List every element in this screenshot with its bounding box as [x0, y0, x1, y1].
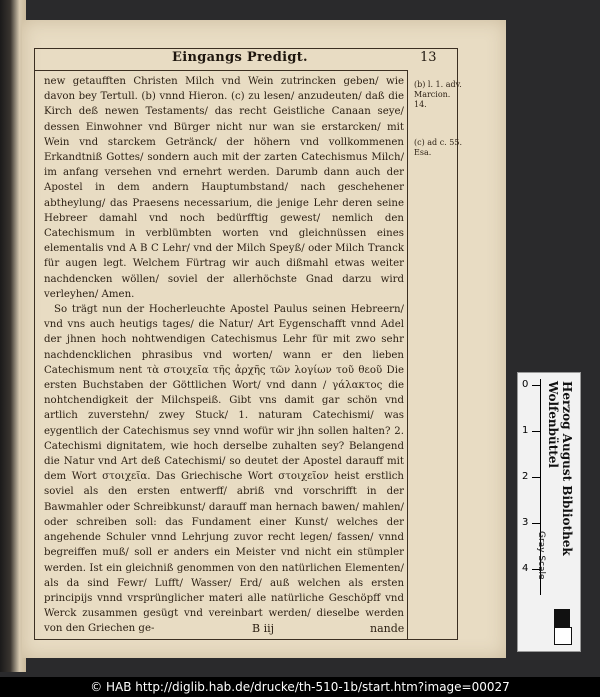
ruler-tick	[532, 477, 540, 478]
margin-note: (b) l. 1. adv. Marcion. 14.	[414, 80, 462, 109]
ruler-number: 2	[522, 471, 529, 482]
book-page	[22, 20, 506, 658]
ruler-number: 0	[522, 379, 529, 390]
margin-column-rule	[407, 70, 408, 640]
ruler-tick	[532, 523, 540, 524]
running-head: Eingangs Predigt.	[172, 50, 308, 65]
gray-swatch-white	[554, 627, 572, 645]
page-number: 13	[420, 50, 437, 65]
institution-label: Herzog August Bibliothek Wolfenbüttel	[546, 381, 574, 556]
ruler-number: 4	[522, 563, 529, 574]
ruler-number: 1	[522, 425, 529, 436]
header-rule	[34, 70, 408, 71]
signature-mark: B iij	[252, 622, 275, 635]
gray-scale-label: Gray Scale	[536, 531, 546, 580]
ruler-tick	[532, 385, 540, 386]
margin-note: (c) ad c. 55. Esa.	[414, 138, 462, 157]
body-text	[44, 74, 404, 637]
paragraph-2: So trägt nun der Hocherleuchte Apostel Paulus seinen Hebreern/ vnd vns auch heutigs tages/ die Natur/ Art Eygenschafft vnnd Adel der jhnen hoch nohtwendigen Catechismus Lehr für mit zwo sehr nachdencklichen phrasibus vnd worten/ wann er den lieben Catechismum nent τὰ στοιχεῖα τῆς ἀρχῆς τῶν λογίων τοῦ θεοῦ Die ersten Buchstaben der Göttlichen Wort/ vnd dann / γάλακτος die nohtchendigkeit der Milchspeiß. Gibt vns damit gar schön vnd artlich zuverstehn/ zwey Stuck/ 1. naturam Catechismi/ was eygentlich der Catechismus sey vnnd wofür wir jhn sollen halten? 2. Catechismi dignitatem, wie hoch derselbe zuhalten sey? Belangend die Natur vnd Art deß Catechismi/ so deutet der Apostel darauff mit dem Wort στοιχεῖα. Das Griechische Wort στοιχεῖον heist erstlich soviel als den ersten entwerff/ abriß vnd vorschrifft in der Bawmahler oder Schreibkunst/ darauff man hernach bawen/ mahlen/ oder schreiben soll: das Fundament einer Kunst/ welches der angehende Schuler vnnd Lehrjung zuvor recht legen/ fassen/ vnnd begreiffen muß/ soll er anders ein Meister vnd nicht ein stümpler werden. Ist ein gleichniß genommen von den natürlichen Elementen/ als da sind Fewr/ Lufft/ Wasser/ Erd/ auß welchen als ersten principijs vnnd vrsprünglicher materi alle natürliche Geschöpff vnd Werck zusammen gesügt vnd vereinbart werden/ dieselbe werden von den Griechen ge-	[44, 304, 404, 635]
gray-swatch-black	[554, 609, 570, 627]
ruler-tick	[532, 431, 540, 432]
ruler-number: 3	[522, 517, 529, 528]
paragraph-1: new getaufften Christen Milch vnd Wein zutrincken geben/ wie davon bey Tertull. (b) vnnd Hieron. (c) zu lesen/ anzudeuten/ daß die Kirch deß newen Testaments/ das recht Geistliche Canaan seye/ dessen Einwohner vnd Bürger nicht nur wan sie erstarcken/ mit Wein vnd starckem Getränck/ der höhern vnd vollkommenen Erkandtniß Gottes/ sondern auch mit der zarten Catechismus Milch/ im anfang versehen vnd ernehrt werden. Darumb dann auch der Apostel in dem andern Hauptumbstand/ nach geschehener abtheylung/ das Praesens necessarium, die jenige Lehr deren seine Hebreer damahl vnd noch bedürfftig gewest/ nemlich den Catechismum in verblümbten worten vnd gleichnüssen eines elementalis vnd A B C Lehr/ vnd der Milch Speyß/ oder Milch Tranck für augen legt. Welchem Fürtrag wir auch dißmahl etwas weiter nachdencken wöllen/ soviel der allerhöchste Gnad darzu wird verleyhen/ Amen.	[44, 76, 404, 300]
catchword: nande	[370, 622, 405, 635]
margin-notes	[414, 80, 462, 186]
color-scale-card	[517, 372, 581, 652]
copyright-bar	[0, 677, 600, 697]
copyright-text: © HAB http://diglib.hab.de/drucke/th-510-1b/start.htm?image=00027	[90, 680, 510, 694]
